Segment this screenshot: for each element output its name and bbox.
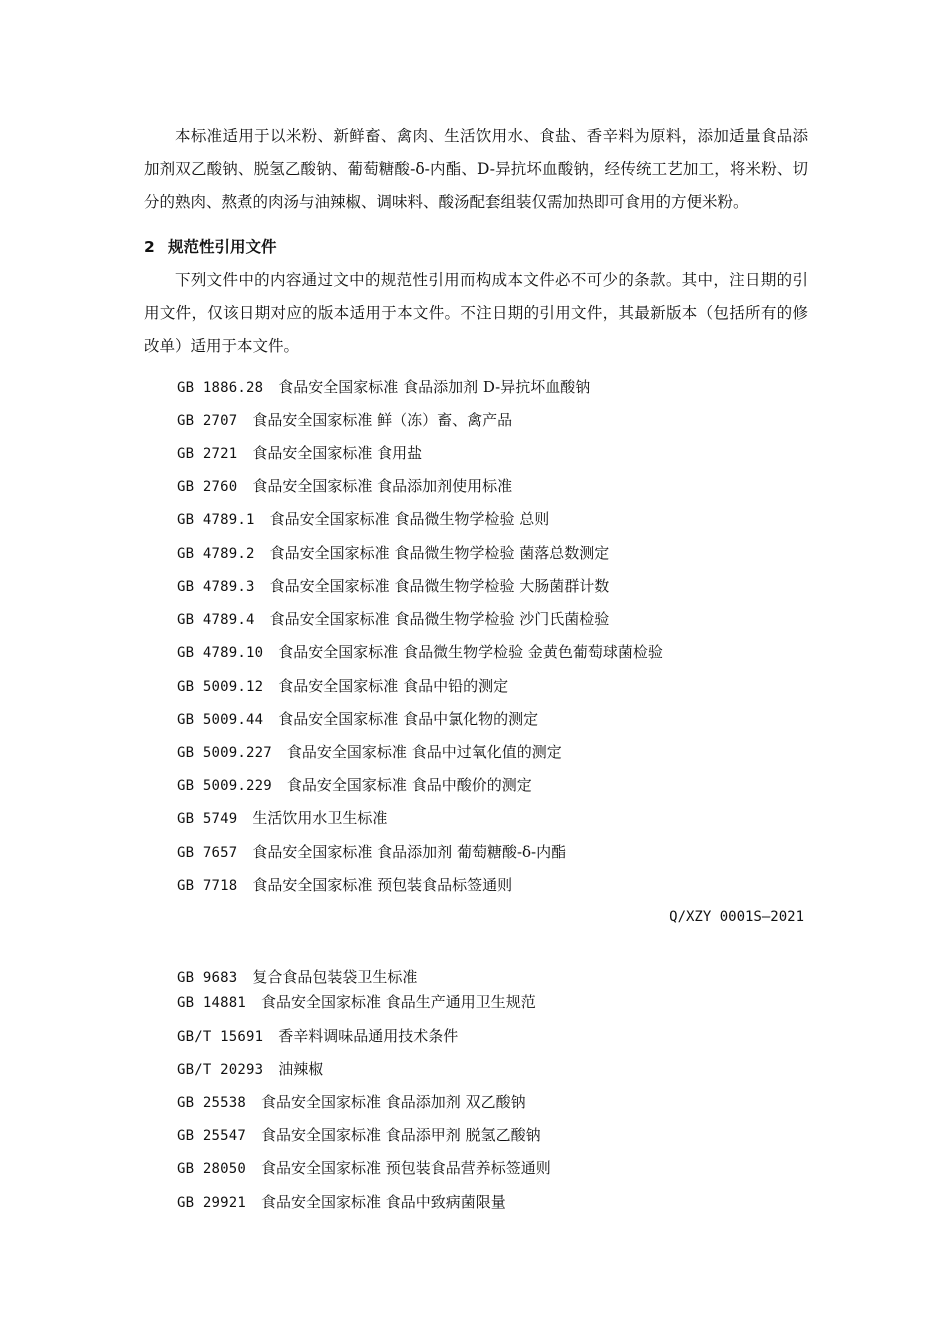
reference-title: 食品安全国家标准 食品中过氧化值的测定 [286,743,562,761]
intro-paragraph: 本标准适用于以米粉、新鲜畜、禽肉、生活饮用水、食盐、香辛料为原料，添加适量食品添加剂双乙酸钠、脱氢乙酸钠、葡萄糖酸-δ-内酯、D-异抗坏血酸钠，经传统工艺加工，将米粉、切分的熟肉、熬煮的肉汤与油辣椒、调味料、酸汤配套组装仅需加热即可食用的方便米粉。 [144,127,808,211]
reference-item [177,377,590,398]
reference-code: GB/T 15691 [177,1029,264,1045]
reference-code: GB 29921 [177,1195,247,1211]
reference-item [177,742,562,763]
reference-item [177,842,566,863]
reference-title: 食品安全国家标准 食品微生物学检验 金黄色葡萄球菌检验 [278,643,663,661]
section-number: 2 [144,238,155,256]
reference-item [177,1192,506,1213]
reference-title: 食品安全国家标准 食品中致病菌限量 [261,1193,506,1211]
reference-code: GB 25547 [177,1128,247,1144]
reference-title: 食品安全国家标准 预包装食品标签通则 [252,876,513,894]
reference-item [177,1125,541,1146]
reference-title: 生活饮用水卫生标准 [252,809,388,827]
reference-title: 食品安全国家标准 食品添加剂 葡萄糖酸-δ-内酯 [252,843,567,861]
reference-item [177,1059,323,1080]
reference-item [177,609,609,630]
reference-code: GB 4789.2 [177,546,255,562]
reference-item [177,709,538,730]
reference-item [177,875,512,896]
reference-item [177,1092,526,1113]
reference-item [177,509,549,530]
reference-item [177,443,422,464]
reference-item [177,775,532,796]
reference-item [177,476,512,497]
reference-code: GB 2707 [177,413,238,429]
reference-code: GB 5009.44 [177,712,264,728]
reference-code: GB 2721 [177,446,238,462]
reference-title: 香辛料调味品通用技术条件 [278,1027,459,1045]
reference-code: GB 4789.3 [177,579,255,595]
reference-code: GB 5749 [177,811,238,827]
reference-code: GB 2760 [177,479,238,495]
reference-item [177,1158,551,1179]
reference-code: GB 25538 [177,1095,247,1111]
reference-code: GB 4789.10 [177,645,264,661]
reference-title: 油辣椒 [278,1060,324,1078]
reference-item [177,576,609,597]
reference-code: GB 28050 [177,1161,247,1177]
reference-code: GB 5009.12 [177,679,264,695]
reference-title: 食品安全国家标准 食品中酸价的测定 [286,776,532,794]
section-heading [144,235,277,257]
reference-title: 食品安全国家标准 食品添加剂使用标准 [252,477,513,495]
reference-code: GB 4789.4 [177,612,255,628]
reference-item [177,967,417,988]
reference-code: GB/T 20293 [177,1062,264,1078]
reference-title: 食品安全国家标准 鲜（冻）畜、禽产品 [252,411,513,429]
reference-title: 食品安全国家标准 食品生产通用卫生规范 [261,993,536,1011]
reference-title: 食品安全国家标准 食品微生物学检验 菌落总数测定 [269,544,610,562]
section-paragraph: 下列文件中的内容通过文中的规范性引用而构成本文件必不可少的条款。其中，注日期的引用文件，仅该日期对应的版本适用于本文件。不注日期的引用文件，其最新版本（包括所有的修改单）适用于本文件。 [144,271,808,355]
reference-code: GB 14881 [177,995,247,1011]
reference-code: GB 7657 [177,845,238,861]
reference-code: GB 7718 [177,878,238,894]
reference-item [177,808,387,829]
reference-title: 食品安全国家标准 食用盐 [252,444,423,462]
reference-item [177,676,508,697]
section-title: 规范性引用文件 [168,238,277,256]
reference-item [177,992,536,1013]
reference-title: 食品安全国家标准 食品中氯化物的测定 [278,710,539,728]
reference-code: GB 1886.28 [177,380,264,396]
reference-code: GB 5009.227 [177,745,272,761]
reference-title: 食品安全国家标准 食品微生物学检验 大肠菌群计数 [269,577,610,595]
reference-title: 食品安全国家标准 食品添加剂 D-异抗坏血酸钠 [278,378,591,396]
reference-title: 食品安全国家标准 预包装食品营养标签通则 [261,1159,551,1177]
reference-item [177,1026,458,1047]
reference-title: 食品安全国家标准 食品添加剂 双乙酸钠 [261,1093,526,1111]
reference-item [177,642,663,663]
reference-item [177,410,512,431]
reference-title: 复合食品包装袋卫生标准 [252,968,418,986]
reference-code: GB 5009.229 [177,778,272,794]
reference-title: 食品安全国家标准 食品微生物学检验 总则 [269,510,550,528]
reference-item [177,543,609,564]
reference-code: GB 4789.1 [177,512,255,528]
document-code-header: Q/XZY 0001S—2021 [669,909,804,925]
reference-title: 食品安全国家标准 食品微生物学检验 沙门氏菌检验 [269,610,610,628]
reference-code: GB 9683 [177,970,238,986]
reference-title: 食品安全国家标准 食品添甲剂 脱氢乙酸钠 [261,1126,541,1144]
reference-title: 食品安全国家标准 食品中铅的测定 [278,677,509,695]
